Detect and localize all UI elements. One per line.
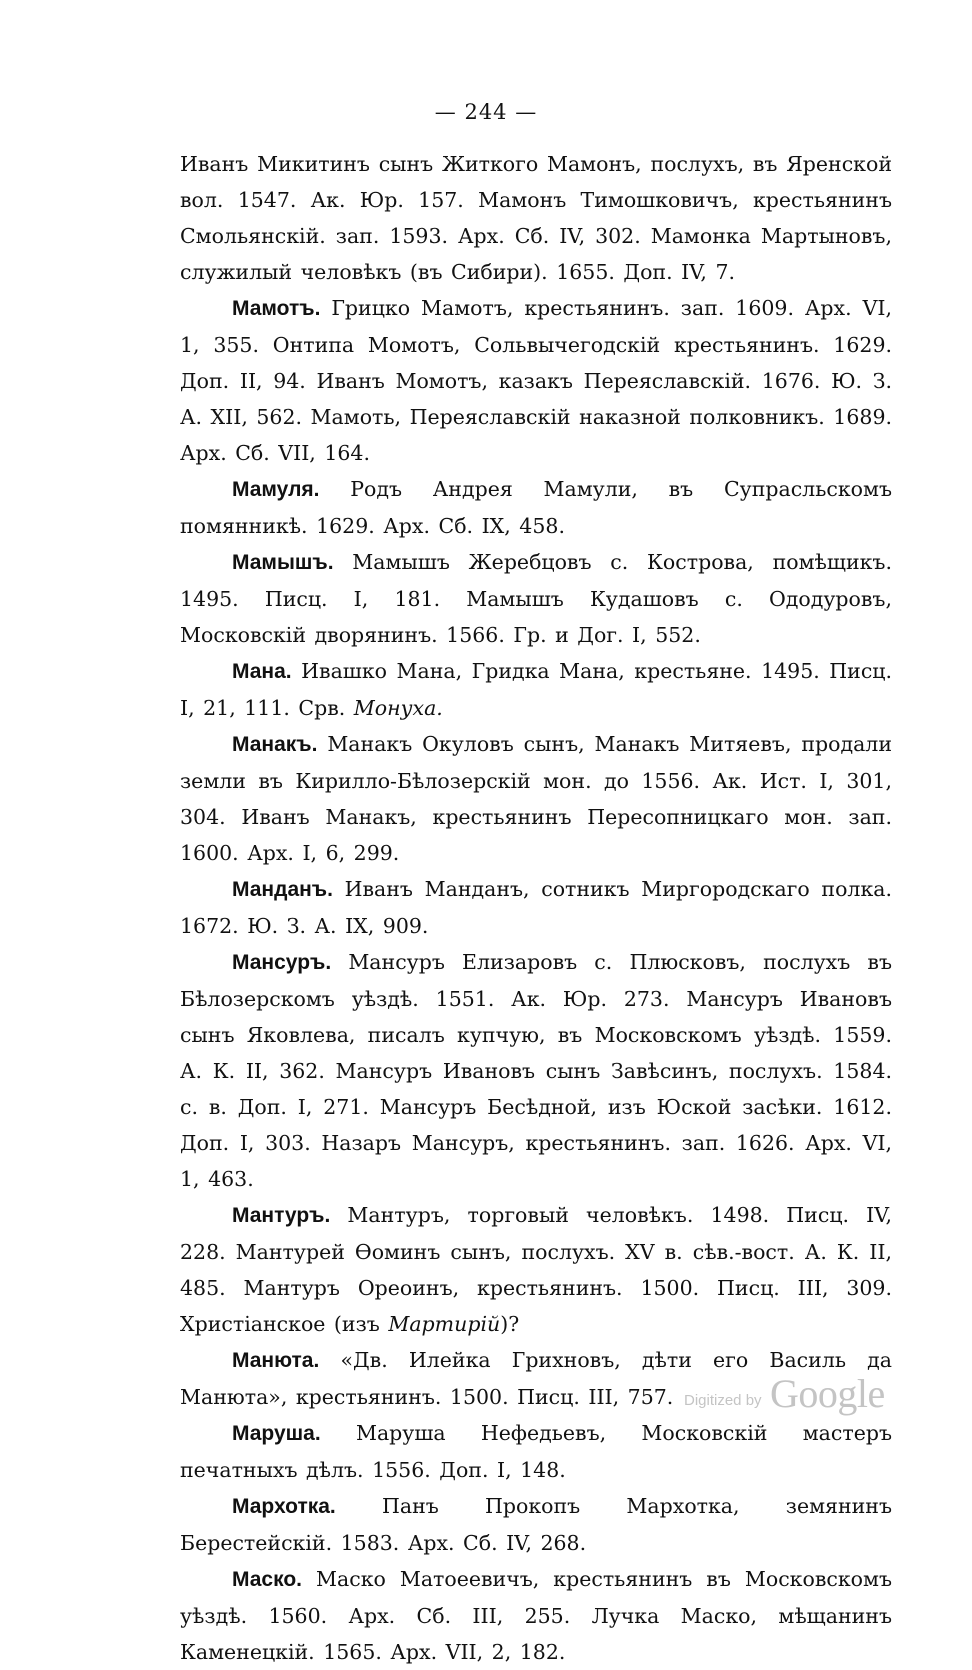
- entry-body: «Дв. Илейка Грихновъ, дѣти его Василь да Манюта», крестьянинъ. 1500. Писц. III, 757.: [180, 1348, 892, 1409]
- entry-headword: Мамышъ.: [232, 551, 334, 574]
- entry-body: Родъ Андрея Мамули, въ Супрасльскомъ помянникѣ. 1629. Арх. Сб. IX, 458.: [180, 477, 892, 538]
- dictionary-text: [180, 146, 892, 1670]
- dictionary-entry: [180, 1197, 892, 1342]
- entry-body: Мансуръ Елизаровъ с. Плюсковъ, послухъ въ Бѣлозерскомъ уѣздѣ. 1551. Ак. Юр. 273. Мансуръ Ивановъ сынъ Яковлева, писалъ купчую, въ Московскомъ уѣздѣ. 1559. А. К. II, 362. Мансуръ Ивановъ сынъ Завѣсинъ, послухъ. 1584. с. в. Доп. I, 271. Мансуръ Бесѣдной, изъ Юской засѣки. 1612. Доп. I, 303. Назаръ Мансуръ, крестьянинъ. зап. 1626. Арх. VI, 1, 463.: [180, 950, 892, 1191]
- entry-headword: Мамотъ.: [232, 297, 321, 320]
- digitized-by-google-watermark: [684, 1370, 904, 1420]
- entry-body: Маруша Нефедьевъ, Московскій мастеръ печатныхъ дѣлъ. 1556. Доп. I, 148.: [180, 1421, 892, 1482]
- dictionary-entry: [180, 726, 892, 871]
- entry-body: Ивашко Мана, Гридка Мана, крестьяне. 1495. Писц. I, 21, 111. Срв.: [180, 659, 892, 720]
- entry-headword: Манюта.: [232, 1349, 320, 1372]
- entry-body: Иванъ Манданъ, сотникъ Миргородскаго полка. 1672. Ю. З. А. IX, 909.: [180, 877, 892, 938]
- google-logo: Google: [770, 1371, 885, 1416]
- dictionary-entry: [180, 871, 892, 944]
- entry-headword: Мамуля.: [232, 478, 320, 501]
- dictionary-entry: [180, 1415, 892, 1488]
- entry-body: Грицко Мамотъ, крестьянинъ. зап. 1609. Арх. VI, 1, 355. Онтипа Момотъ, Сольвычегодскій крестьянинъ. 1629. Доп. II, 94. Иванъ Момотъ, казакъ Переяславскій. 1676. Ю. З. А. XII, 562. Мамоть, Переяславскій наказной полковникъ. 1689. Арх. Сб. VII, 164.: [180, 296, 892, 465]
- entry-body: Манакъ Окуловъ сынъ, Манакъ Митяевъ, продали земли въ Кирилло-Бѣлозерскій мон. до 1556. Ак. Ист. I, 301, 304. Иванъ Манакъ, крестьянинъ Пересопницкаго мон. зап. 1600. Арх. I, 6, 299.: [180, 732, 892, 865]
- dictionary-entry: [180, 944, 892, 1197]
- entry-cross-reference: Монуха.: [353, 696, 443, 720]
- dictionary-entry: [180, 1488, 892, 1561]
- entry-body: Мамышъ Жеребцовъ с. Кострова, помѣщикъ. 1495. Писц. I, 181. Мамышъ Кудашовъ с. Ододуровъ, Московскій дворянинъ. 1566. Гр. и Дог. I, 552.: [180, 550, 892, 647]
- dictionary-entry: [180, 544, 892, 653]
- entry-headword: Маско.: [232, 1568, 303, 1591]
- entry-headword: Мархотка.: [232, 1495, 336, 1518]
- entry-body: Мантуръ, торговый человѣкъ. 1498. Писц. IV, 228. Мантурей Ѳоминъ сынъ, послухъ. XV в. сѣв.-вост. А. К. II, 485. Мантуръ Ореоинъ, крестьянинъ. 1500. Писц. III, 309. Христіанское (изъ: [180, 1203, 892, 1336]
- entry-headword: Мантуръ.: [232, 1204, 331, 1227]
- entry-headword: Маруша.: [232, 1422, 321, 1445]
- entry-body: Панъ Прокопъ Мархотка, земянинъ Берестейскій. 1583. Арх. Сб. IV, 268.: [180, 1494, 892, 1555]
- entry-headword: Мансуръ.: [232, 951, 332, 974]
- dictionary-entry: [180, 290, 892, 471]
- entry-headword: Манакъ.: [232, 733, 318, 756]
- dictionary-entry: [180, 1561, 892, 1670]
- entry-list: [180, 290, 892, 1670]
- page-number: — 244 —: [434, 100, 538, 124]
- dictionary-entry: [180, 471, 892, 544]
- entry-headword: Манданъ.: [232, 878, 333, 901]
- entry-cross-reference: Мартирій: [388, 1312, 501, 1336]
- entry-headword: Мана.: [232, 660, 292, 683]
- entry-body: Маско Матоеевичъ, крестьянинъ въ Московскомъ уѣздѣ. 1560. Арх. Сб. III, 255. Лучка Маско, мѣщанинъ Каменецкій. 1565. Арх. VII, 2, 182.: [180, 1567, 892, 1664]
- continued-entry-text: Иванъ Микитинъ сынъ Житкого Мамонъ, послухъ, въ Яренской вол. 1547. Ак. Юр. 157. Мамонъ Тимошковичъ, крестьянинъ Смольянскій. зап. 1593. Арх. Сб. IV, 302. Мамонка Мартыновъ, служилый человѣкъ (въ Сибири). 1655. Доп. IV, 7.: [180, 152, 892, 284]
- dictionary-entry: [180, 653, 892, 726]
- entry-tail: )?: [500, 1312, 520, 1336]
- watermark-small-text: Digitized by: [684, 1392, 762, 1409]
